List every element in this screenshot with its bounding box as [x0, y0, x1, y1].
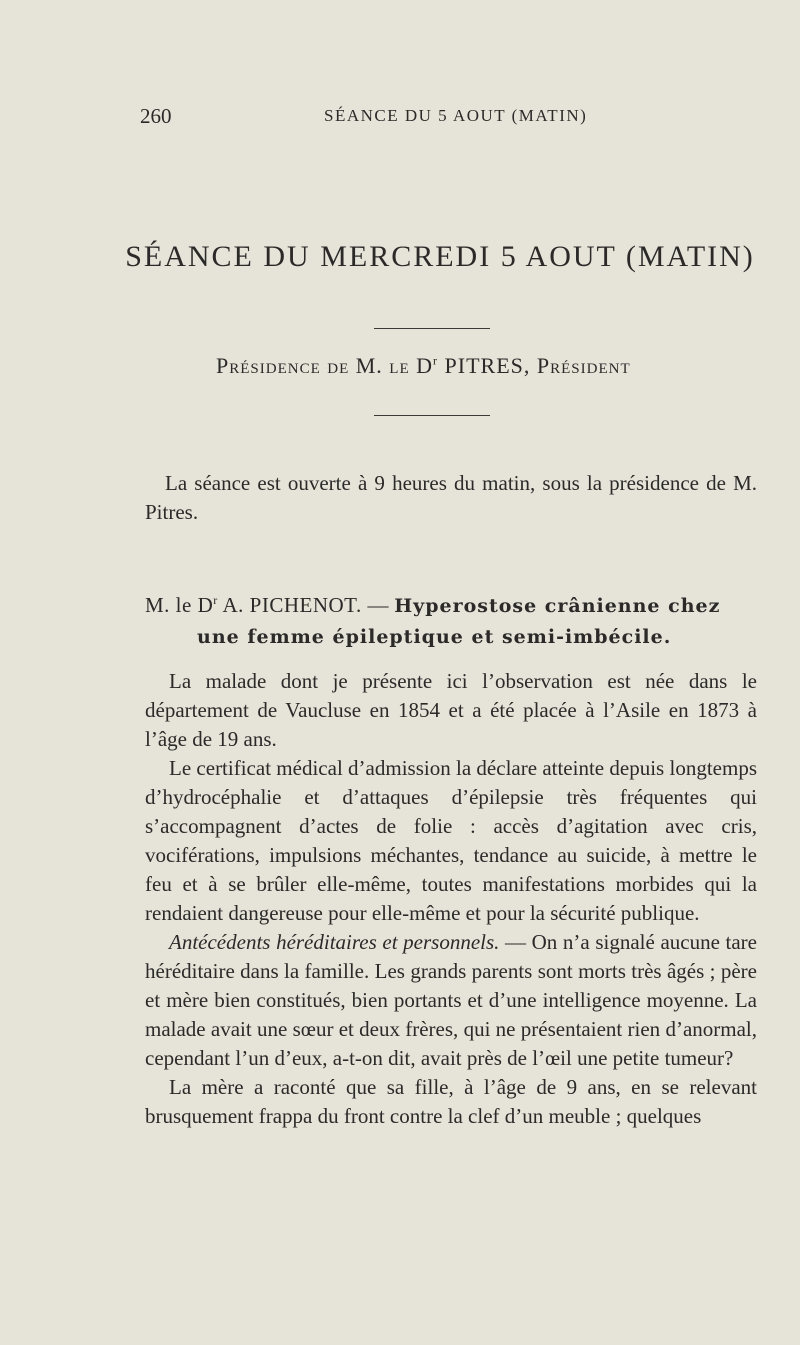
- presidency-name: PITRES,: [444, 353, 531, 378]
- divider-rule: [374, 415, 490, 416]
- antecedents-label: Antécédents héréditaires et personnels.: [169, 930, 500, 954]
- presidency-m: M.: [355, 353, 383, 378]
- communication-heading: [145, 585, 765, 652]
- paragraph: La malade dont je présente ici l’observation est née dans le département de Vaucluse en 1854 et a été placée à l’Asile en 1873 à l’âge de 19 ans.: [145, 669, 757, 751]
- author-sup: r: [213, 593, 218, 607]
- page-number: 260: [140, 104, 172, 128]
- presidency-line: [216, 353, 631, 379]
- running-head: [140, 104, 760, 134]
- presidency-suffix: Président: [536, 353, 631, 378]
- author-prefix: M. le D: [145, 593, 214, 617]
- body-text: [145, 667, 757, 1131]
- running-title: SÉANCE DU 5 AOUT (MATIN): [324, 106, 588, 125]
- presidency-dr-sup: r: [433, 353, 439, 368]
- opening-paragraph: [145, 469, 757, 527]
- antecedents-paragraph: [145, 928, 757, 1073]
- presidency-le: le: [389, 353, 410, 378]
- author-name: A. PICHENOT. —: [222, 593, 389, 617]
- communication-title-line2: une femme épileptique et semi-imbécile.: [197, 626, 672, 648]
- divider-rule: [374, 328, 490, 329]
- paragraph: Le certificat médical d’admission la déclare atteinte depuis longtemps d’hydrocéphalie et d’attaques d’épilepsie très fréquentes qui s’accompagnent d’actes de folie : accès d’agitation avec cris, vociférations, impulsions méchantes, tendance au suicide, à mettre le feu et à se brûler elle-même, toutes manifestations morbides qui la rendaient dangereuse pour elle-même et pour la sécurité publique.: [145, 756, 757, 925]
- antecedents-text: — On n’a signalé aucune tare héréditaire dans la famille. Les grands parents sont morts très âgés ; père et mère bien constitués, bien portants et d’une intelligence moyenne. La malade avait une sœur et deux frères, qui ne présentaient rien d’anormal, cependant l’un d’eux, a-t-on dit, avait près de l’œil une petite tumeur?: [145, 930, 757, 1070]
- communication-title-line1: Hyperostose crânienne chez: [394, 595, 721, 617]
- session-title: SÉANCE DU MERCREDI 5 AOUT (MATIN): [125, 240, 755, 273]
- opening-text: La séance est ouverte à 9 heures du matin, sous la présidence de M. Pitres.: [145, 471, 757, 524]
- presidency-dr: D: [416, 353, 434, 378]
- presidency-prefix: Présidence de: [216, 353, 350, 378]
- paragraph: La mère a raconté que sa fille, à l’âge de 9 ans, en se relevant brusquement frappa du front contre la clef d’un meuble ; quelques: [145, 1075, 757, 1128]
